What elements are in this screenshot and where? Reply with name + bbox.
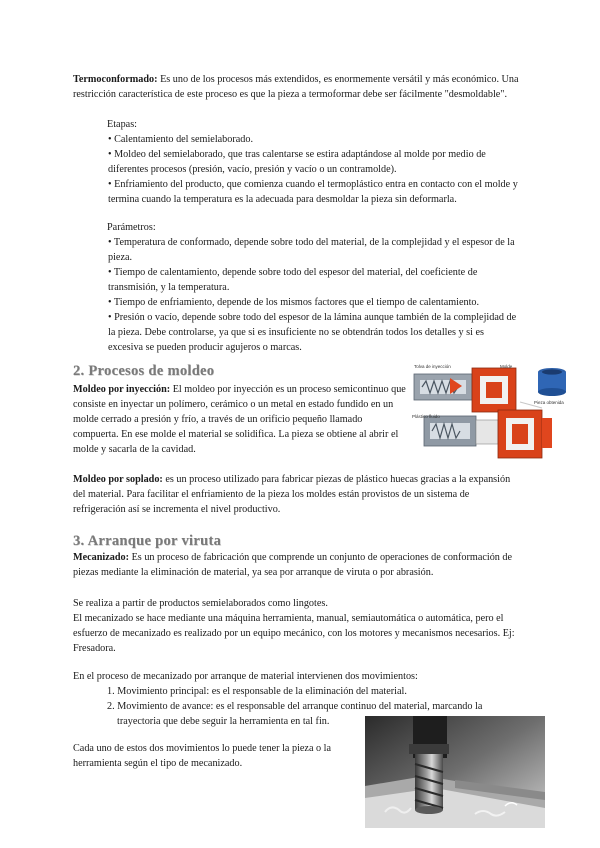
etapas-list [108,132,520,207]
etapas-label: Etapas: [107,119,137,130]
soplado-paragraph [73,472,523,517]
section-heading-moldeo: 2. Procesos de moldeo [73,363,215,379]
termoconformado-title: Termoconformado: [73,74,158,85]
list-item: • Presión o vacío, depende sobre todo del espesor de la lámina aunque también de la complejidad de la pieza. Debe controlarse, ya que si es insuficiente no se obtendrán todos los detalles y si es excesiva se pueden producir agujeros o marcas. [108,312,517,353]
label-plastico: Plástico fluido [412,414,440,419]
list-item: 1. Movimiento principal: es el responsable de la eliminación del material. [107,686,407,697]
termoconformado-paragraph [73,72,523,102]
label-molde: Molde [500,364,513,369]
list-item: • Tiempo de enfriamiento, depende de los mismos factores que el tiempo de calentamiento. [108,297,480,308]
movimientos-intro: En el proceso de mecanizado por arranque de material intervienen dos movimientos: [73,671,418,682]
soplado-title: Moldeo por soplado: [73,474,163,485]
label-tolva: Tolva de inyección [414,364,451,369]
inyeccion-paragraph [73,382,407,457]
closing-paragraph: Cada uno de estos dos movimientos lo puede tener la pieza o la herramienta según el tipo de mecanizado. [73,743,332,769]
milling-photo [365,716,545,828]
list-item: • Enfriamiento del producto, que comienza cuando el termoplástico entra en contacto con el molde y termina cuando la temperatura es la adecuada para desmoldar la pieza sin deformarla. [108,179,518,205]
section-heading-viruta: 3. Arranque por viruta [73,533,222,549]
mecanizado-text: Es un proceso de fabricación que comprende un conjunto de operaciones de conformación de piezas mediante la eliminación de material, ya sea por arranque de viruta o por abrasión. [73,552,513,578]
list-item: • Moldeo del semielaborado, que tras calentarse se estira adaptándose al molde por medio de diferentes procesos (presión, vacío, presión y vacío o un contramolde). [108,149,486,175]
list-item: • Tiempo de calentamiento, depende sobre todo del espesor del material, del coeficiente de transmisión, y la temperatura. [108,267,478,293]
soplado-text: es un proceso utilizado para fabricar piezas de plástico huecas gracias a la expansión del material. Para facilitar el enfriamiento de la pieza los moldes están provistos de un sistema de refrigeración así se incrementa el nivel productivo. [73,474,511,515]
parametros-list [108,235,520,355]
label-pieza: Pieza obtenida [534,400,564,405]
injection-molding-diagram [410,360,570,462]
maquina-paragraph: El mecanizado se hace mediante una máquina herramienta, manual, semiautomática o automática, pero el esfuerzo de mecanizado es realizado por un equipo mecánico, con los motores y mecanismos necesarios. Ej: Fresadora. [73,613,515,654]
mecanizado-paragraph [73,550,523,580]
list-item: • Temperatura de conformado, depende sobre todo del material, de la complejidad y el espesor de la pieza. [108,237,515,263]
lingotes-line: Se realiza a partir de productos semielaborados como lingotes. [73,598,328,609]
inyeccion-text: El moldeo por inyección es un proceso semicontinuo que consiste en inyectar un polímero, cerámico o un metal en estado fundido en un molde cerrado a presión y frío, a través de un orificio pequeño llamado compuerta. En ese molde el material se solidifica. La pieza se obtiene al abrir el molde y sacarla de la cavidad. [73,384,406,455]
list-item: • Calentamiento del semielaborado. [108,134,254,145]
list-item: trayectoria que debe seguir la herramienta en tal fin. [117,716,330,727]
inyeccion-title: Moldeo por inyección: [73,384,171,395]
list-item: 2. Movimiento de avance: es el responsable del arranque continuo del material, marcando la [107,701,483,712]
termoconformado-text: Es uno de los procesos más extendidos, es enormemente versátil y más económico. Una restricción característica de este proceso es que la pieza a termoformar debe ser fácilmente "desmoldable". [73,74,519,100]
mecanizado-title: Mecanizado: [73,552,130,563]
parametros-label: Parámetros: [107,222,156,233]
